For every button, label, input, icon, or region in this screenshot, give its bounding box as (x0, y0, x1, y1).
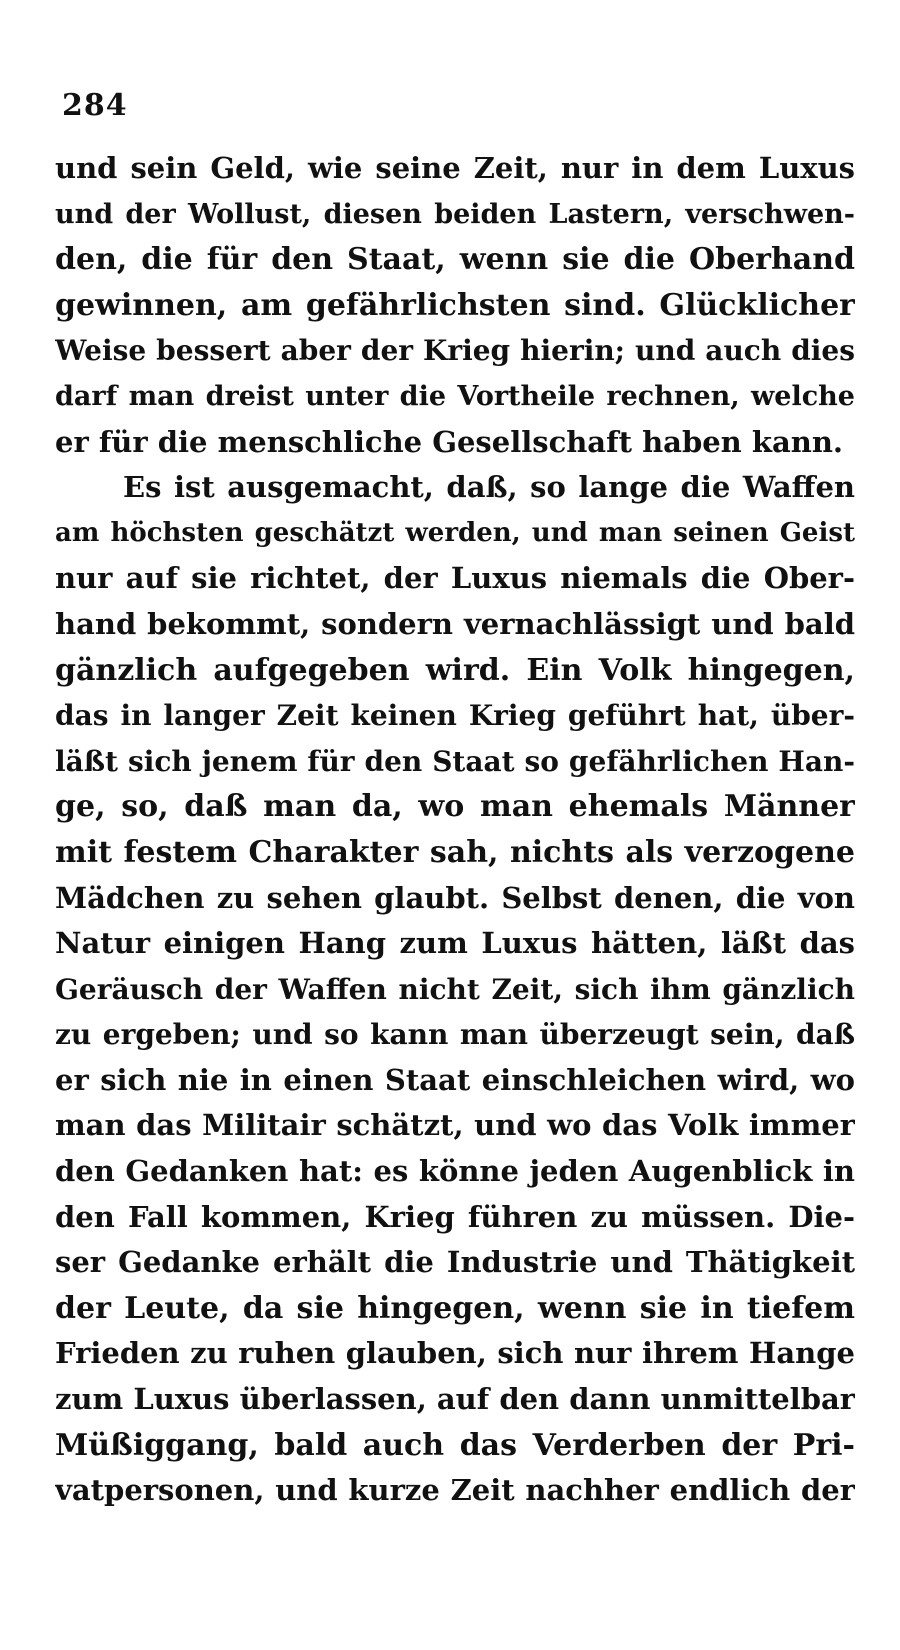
text-line: Mädchen zu sehen glaubt. Selbst denen, die von (55, 880, 855, 915)
text-line: Müßiggang, bald auch das Verderben der Pri- (55, 1427, 855, 1463)
text-line: er sich nie in einen Staat einschleichen wird, wo (55, 1062, 855, 1097)
text-line: Geräusch der Waffen nicht Zeit, sich ihm gänzlich (55, 972, 855, 1006)
text-line: am höchsten geschätzt werden, und man seinen Geist (55, 517, 855, 548)
text-line: zum Luxus überlassen, auf den dann unmittelbar (55, 1382, 855, 1417)
text-line: den, die für den Staat, wenn sie die Oberhand (55, 242, 855, 278)
text-line: das in langer Zeit keinen Krieg geführt hat, über- (55, 699, 855, 733)
text-line: läßt sich jenem für den Staat so gefährlichen Han- (55, 744, 855, 778)
text-line: mit festem Charakter sah, nichts als verzogene (55, 834, 855, 870)
text-line: Weise bessert aber der Krieg hierin; und auch dies (55, 334, 855, 368)
text-line: der Leute, da sie hingegen, wenn sie in tiefem (55, 1290, 855, 1326)
text-line: hand bekommt, sondern vernachlässigt und bald (55, 606, 855, 641)
text-line: den Fall kommen, Krieg führen zu müssen. Die- (55, 1199, 855, 1234)
text-line: Es ist ausgemacht, daß, so lange die Waffen (123, 470, 855, 505)
text-line: und sein Geld, wie seine Zeit, nur in dem Luxus (55, 151, 855, 185)
text-line: gewinnen, am gefährlichsten sind. Glücklicher (55, 287, 855, 323)
text-line: nur auf sie richtet, der Luxus niemals die Ober- (55, 561, 855, 596)
text-line: Natur einigen Hang zum Luxus hätten, läßt das (55, 926, 855, 961)
body-text (55, 146, 855, 1514)
text-line: er für die menschliche Gesellschaft haben kann. (55, 424, 843, 459)
text-line: darf man dreist unter die Vortheile rechnen, welche (55, 380, 855, 412)
text-line: Frieden zu ruhen glauben, sich nur ihrem Hange (55, 1336, 855, 1371)
text-line: man das Militair schätzt, und wo das Volk immer (55, 1108, 855, 1143)
text-line: ser Gedanke erhält die Industrie und Thätigkeit (55, 1245, 855, 1280)
text-line: ge, so, daß man da, wo man ehemals Männer (55, 789, 855, 825)
text-line: gänzlich aufgegeben wird. Ein Volk hingegen, (55, 652, 855, 688)
text-line: vatpersonen, und kurze Zeit nachher endlich der (55, 1473, 855, 1508)
page-number: 284 (62, 88, 128, 123)
text-line: den Gedanken hat: es könne jeden Augenblick in (55, 1154, 855, 1189)
text-line: und der Wollust, diesen beiden Lastern, verschwen- (55, 198, 855, 230)
text-line: zu ergeben; und so kann man überzeugt sein, daß (55, 1018, 855, 1052)
